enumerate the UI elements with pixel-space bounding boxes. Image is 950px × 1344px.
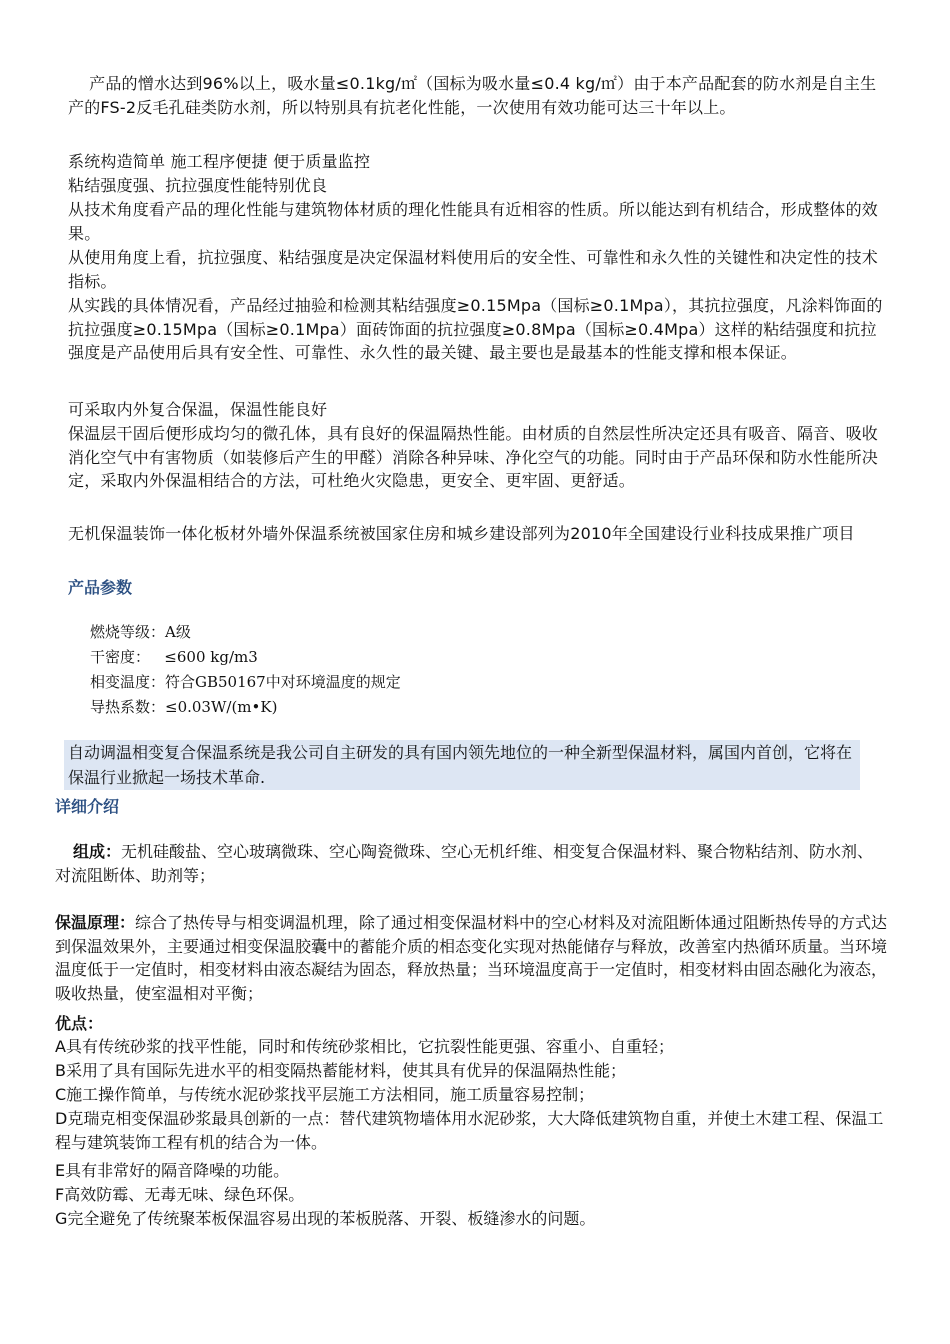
intro-paragraph-technical: 从技术角度看产品的理化性能与建筑物体材质的理化性能具有近相容的性质。所以能达到有机结合，形成整体的效果。 — [68, 200, 879, 243]
intro-line-construction: 系统构造简单 施工程序便捷 便于质量监控 — [68, 152, 371, 171]
principle-text: 综合了热传导与相变调温机理，除了通过相变保温材料中的空心材料及对流阻断体通过阻断热传导的方式达到保温效果外，主要通过相变保温胶囊中的蓄能介质的相态变化实现对热能储存与释放，改善室内热循环质量。当环境温度低于一定值时，相变材料由液态凝结为固态，释放热量；当环境温度高于一定值时，相变材料由固态融化为液态，吸收热量，使室温相对平衡； — [55, 913, 888, 1003]
advantage-item: E具有非常好的隔音降噪的功能。 — [55, 1161, 290, 1180]
advantage-item: F高效防霉、无毒无味、绿色环保。 — [55, 1185, 305, 1204]
intro-paragraph-usage: 从使用角度上看，抗拉强度、粘结强度是决定保温材料使用后的安全性、可靠性和永久性的关键性和决定性的技术指标。 — [68, 248, 879, 291]
intro-paragraph-practice: 从实践的具体情况看，产品经过抽验和检测其粘结强度≥0.15Mpa（国标≥0.1Mpa），其抗拉强度，凡涂料饰面的抗拉强度≥0.15Mpa（国标≥0.1Mpa）面砖饰面的抗拉强度≥0.8Mpa（国标≥0.4Mpa）这样的粘结强度和抗拉强度是产品使用后具有安全性、可靠性、永久性的最关键、最主要也是最基本的性能支撑和根本保证。 — [68, 296, 883, 362]
highlight-text: 自动调温相变复合保温系统是我公司自主研发的具有国内领先地位的一种全新型保温材料，属国内首创，它将在保温行业掀起一场技术革命. — [68, 743, 853, 787]
advantage-item: D克瑞克相变保温砂浆最具创新的一点：替代建筑物墙体用水泥砂浆，大大降低建筑物自重，并使土木建工程、保温工程与建筑装饰工程有机的结合为一体。 — [55, 1109, 884, 1152]
intro-line-strength: 粘结强度强、抗拉强度性能特别优良 — [68, 176, 328, 195]
advantage-item: A具有传统砂浆的找平性能，同时和传统砂浆相比，它抗裂性能更强、容重小、自重轻； — [55, 1037, 674, 1056]
param-row: 导热系数：≤0.03W/(m•K) — [90, 698, 278, 716]
composition-paragraph — [55, 840, 890, 887]
intro-paragraph-insulation: 保温层干固后便形成均匀的微孔体，具有良好的保温隔热性能。由材质的自然层性所决定还具有吸音、隔音、吸收消化空气中有害物质（如装修后产生的甲醛）消除各种异味、净化空气的功能。同时由于产品环保和防水性能所决定，采取内外保温相结合的方法，可杜绝火灾隐患，更安全、更牢固、更舒适。 — [68, 424, 879, 490]
principle-paragraph — [55, 911, 890, 1005]
principle-label: 保温原理： — [55, 913, 136, 932]
intro-paragraph-award: 无机保温装饰一体化板材外墙外保温系统被国家住房和城乡建设部列为2010年全国建设行业科技成果推广项目 — [68, 524, 855, 543]
intro-line-composite: 可采取内外复合保温，保温性能良好 — [68, 400, 328, 419]
advantage-item: G完全避免了传统聚苯板保温容易出现的苯板脱落、开裂、板缝渗水的问题。 — [55, 1209, 596, 1228]
advantages-label: 优点： — [55, 1014, 104, 1033]
intro-paragraph-water-resistance: 产品的憎水达到96%以上，吸水量≤0.1kg/㎡（国标为吸水量≤0.4 kg/㎡）由于本产品配套的防水剂是自主生产的FS-2反毛孔硅类防水剂，所以特别具有抗老化性能，一次使用有效功能可达三十年以上。 — [68, 74, 877, 117]
composition-label: 组成： — [73, 842, 122, 861]
advantage-item: C施工操作简单，与传统水泥砂浆找平层施工方法相同，施工质量容易控制； — [55, 1085, 595, 1104]
param-row: 燃烧等级：A级 — [90, 623, 191, 641]
detail-heading: 详细介绍 — [55, 797, 120, 816]
params-heading: 产品参数 — [68, 578, 133, 597]
advantage-item: B采用了具有国际先进水平的相变隔热蓄能材料，使其具有优异的保温隔热性能； — [55, 1061, 626, 1080]
composition-text: 无机硅酸盐、空心玻璃微珠、空心陶瓷微珠、空心无机纤维、相变复合保温材料、聚合物粘结剂、防水剂、 对流阻断体、助剂等； — [55, 842, 874, 885]
param-row: 干密度： ≤600 kg/m3 — [90, 648, 258, 666]
param-row: 相变温度：符合GB50167中对环境温度的规定 — [90, 673, 401, 691]
